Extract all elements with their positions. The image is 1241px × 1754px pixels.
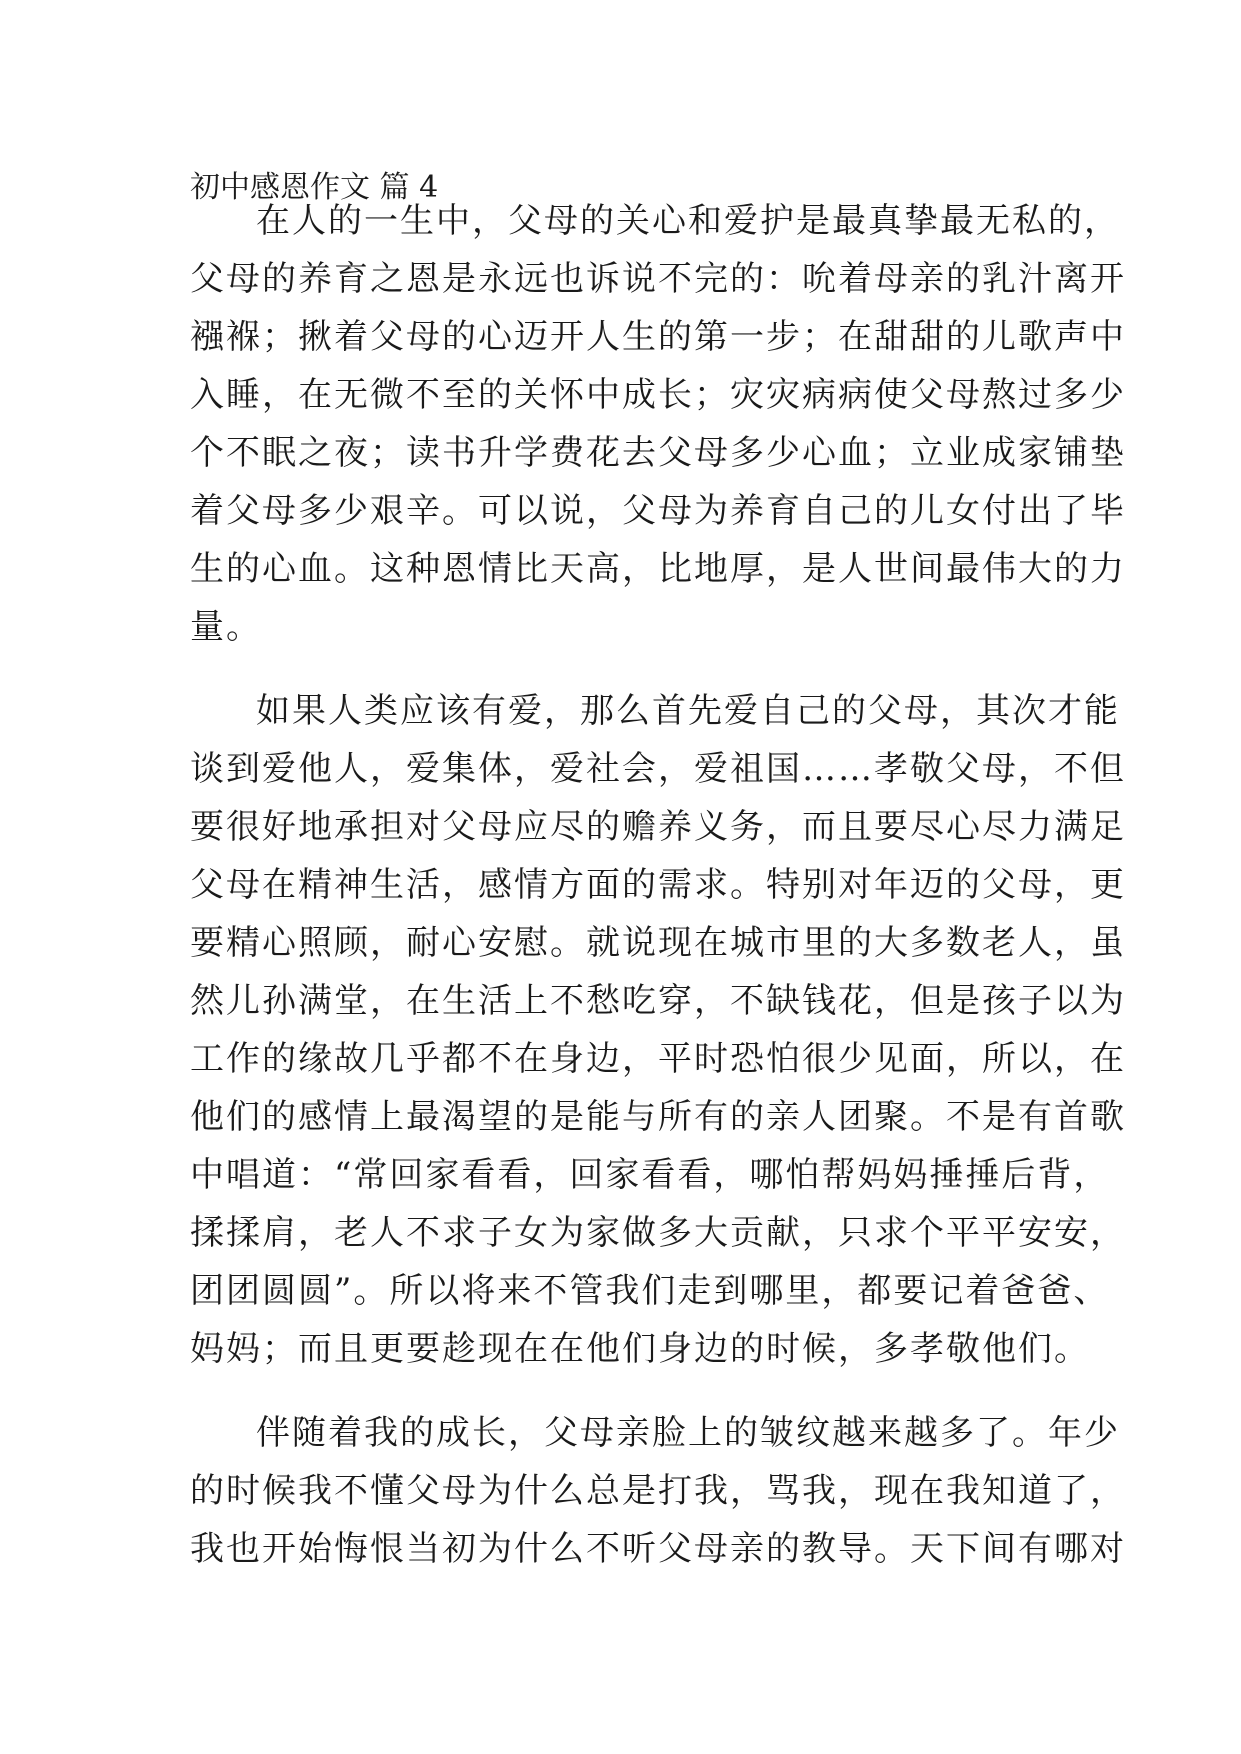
paragraph-1-line-7: 生的心血。这种恩情比天高，比地厚，是人世间最伟大的力	[190, 549, 1126, 589]
paragraph-1-line-1: 在人的一生中，父母的关心和爱护是最真挚最无私的，	[256, 201, 1120, 241]
paragraph-3-line-2: 的时候我不懂父母为什么总是打我，骂我，现在我知道了，	[190, 1471, 1126, 1511]
paragraph-2-line-1: 如果人类应该有爱，那么首先爱自己的父母，其次才能	[256, 691, 1120, 731]
paragraph-2-line-8: 他们的感情上最渴望的是能与所有的亲人团聚。不是有首歌	[190, 1097, 1126, 1137]
paragraph-1-line-3: 襁褓；揪着父母的心迈开人生的第一步；在甜甜的儿歌声中	[190, 317, 1126, 357]
paragraph-2-line-9: 中唱道：“常回家看看，回家看看，哪怕帮妈妈捶捶后背，	[190, 1155, 1110, 1195]
paragraph-2-line-5: 要精心照顾，耐心安慰。就说现在城市里的大多数老人，虽	[190, 923, 1126, 963]
paragraph-1-line-6: 着父母多少艰辛。可以说，父母为养育自己的儿女付出了毕	[190, 491, 1126, 531]
paragraph-2-line-7: 工作的缘故几乎都不在身边，平时恐怕很少见面，所以，在	[190, 1039, 1126, 1079]
paragraph-1-line-8: 量。	[190, 607, 262, 647]
paragraph-1-line-5: 个不眠之夜；读书升学费花去父母多少心血；立业成家铺垫	[190, 433, 1126, 473]
paragraph-2-line-4: 父母在精神生活，感情方面的需求。特别对年迈的父母，更	[190, 865, 1126, 905]
paragraph-3-line-1: 伴随着我的成长，父母亲脸上的皱纹越来越多了。年少	[256, 1413, 1120, 1453]
paragraph-2-line-12: 妈妈；而且更要趁现在在他们身边的时候，多孝敬他们。	[190, 1329, 1090, 1369]
paragraph-3-line-3: 我也开始悔恨当初为什么不听父母亲的教导。天下间有哪对	[190, 1529, 1126, 1569]
paragraph-1-line-2: 父母的养育之恩是永远也诉说不完的：吮着母亲的乳汁离开	[190, 259, 1126, 299]
paragraph-2-line-6: 然儿孙满堂，在生活上不愁吃穿，不缺钱花，但是孩子以为	[190, 981, 1126, 1021]
paragraph-1-line-4: 入睡，在无微不至的关怀中成长；灾灾病病使父母熬过多少	[190, 375, 1126, 415]
document-title: 初中感恩作文 篇 4	[190, 170, 439, 205]
paragraph-2-line-10: 揉揉肩，老人不求子女为家做多大贡献，只求个平平安安，	[190, 1213, 1126, 1253]
paragraph-2-line-3: 要很好地承担对父母应尽的赡养义务，而且要尽心尽力满足	[190, 807, 1126, 847]
paragraph-2-line-2: 谈到爱他人，爱集体，爱社会，爱祖国……孝敬父母，不但	[190, 749, 1126, 789]
paragraph-2-line-11: 团团圆圆”。所以将来不管我们走到哪里，都要记着爸爸、	[190, 1271, 1110, 1311]
